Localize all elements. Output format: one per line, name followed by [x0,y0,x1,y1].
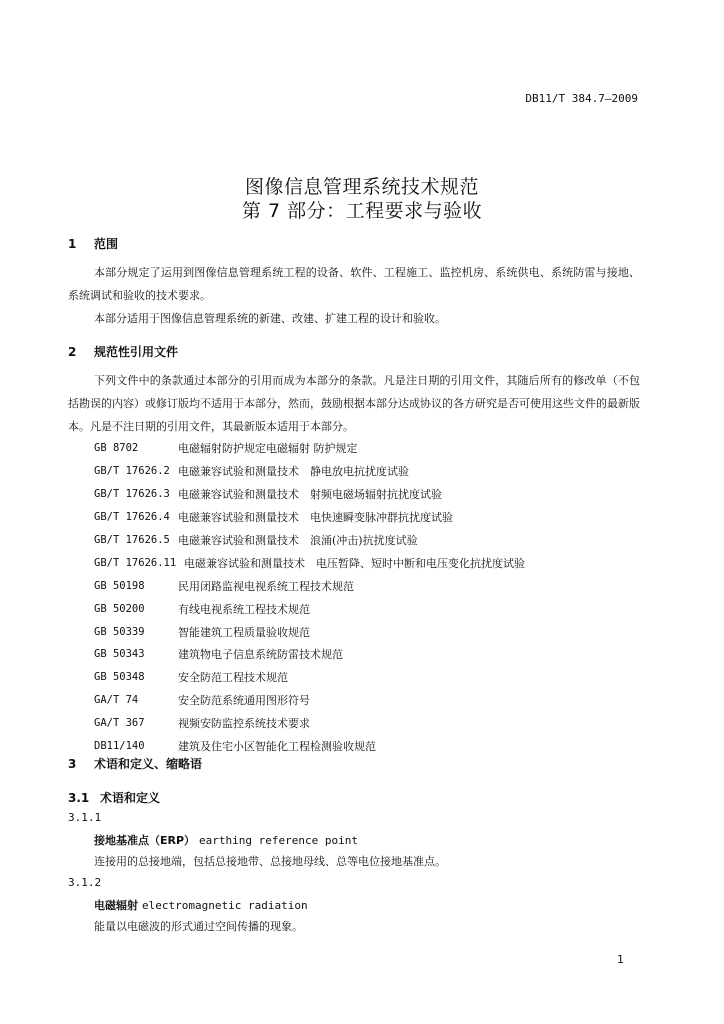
reference-code: GA/T 367 [94,717,145,730]
reference-item [94,529,654,552]
reference-item [94,666,654,689]
reference-code: GB 50200 [94,602,145,615]
section-1-heading [68,235,118,252]
section-3-heading [68,755,202,772]
page-number: 1 [617,953,624,966]
reference-title: 安全防范系统通用图形符号 [178,694,310,708]
reference-item [94,483,654,506]
reference-code: GB 50348 [94,671,145,684]
reference-title: 电磁辐射防护规定电磁辐射 防护规定 [178,442,358,456]
reference-title: 智能建筑工程质量验收规范 [178,625,310,639]
reference-item [94,689,654,712]
reference-item [94,643,654,666]
term-definition: 连接用的总接地端，包括总接地带、总接地母线、总等电位接地基准点。 [94,855,446,868]
reference-code: GB/T 17626.3 [94,488,170,501]
section-2-intro: 下列文件中的条款通过本部分的引用而成为本部分的条款。凡是注日期的引用文件，其随后所有的修改单（不包括勘误的内容）或修订版均不适用于本部分，然而，鼓励根据本部分达成协议的各方研究是否可使用这些文件的最新版本。凡是不注日期的引用文件，其最新版本适用于本部分。 [68,374,640,433]
reference-title: 安全防范工程技术规范 [178,671,288,685]
title-line-1: 图像信息管理系统技术规范 [244,176,479,198]
reference-code: GB/T 17626.11 [94,556,177,569]
document-title [0,175,724,223]
section-title: 规范性引用文件 [94,345,179,359]
reference-code: GB 50343 [94,648,145,661]
reference-item [94,506,654,529]
term-chinese: 接地基准点（ERP） [94,834,196,847]
reference-code: GB/T 17626.2 [94,465,170,478]
reference-item [94,551,654,574]
document-code: DB11/T 384.7—2009 [525,92,638,105]
reference-title: 电磁兼容试验和测量技术 射频电磁场辐射抗扰度试验 [178,488,442,502]
section-1-paragraph-1: 本部分规定了运用到图像信息管理系统工程的设备、软件、工程施工、监控机房、系统供电、系统防雷与接地、系统调试和验收的技术要求。 [68,266,640,302]
term-heading [94,897,308,913]
reference-code: GB 8702 [94,442,139,455]
section-1-paragraph-2: 本部分适用于图像信息管理系统的新建、改建、扩建工程的设计和验收。 [94,312,446,325]
term-heading [94,832,358,848]
reference-title: 电磁兼容试验和测量技术 静电放电抗扰度试验 [178,465,409,479]
reference-code: DB11/140 [94,740,145,753]
term-chinese: 电磁辐射 [94,899,138,912]
title-line-2: 第 7 部分：工程要求与验收 [241,200,483,222]
reference-title: 电磁兼容试验和测量技术 电压暂降、短时中断和电压变化抗扰度试验 [184,556,525,570]
reference-code: GB/T 17626.4 [94,511,170,524]
subsection-title: 术语和定义 [100,791,161,805]
reference-title: 建筑及住宅小区智能化工程检测验收规范 [178,740,376,754]
reference-item [94,437,654,460]
term-english: earthing reference point [199,834,358,847]
reference-item [94,620,654,643]
reference-title: 视频安防监控系统技术要求 [178,717,310,731]
reference-title: 民用闭路监视电视系统工程技术规范 [178,579,354,593]
section-2-heading [68,343,178,360]
reference-item [94,574,654,597]
section-number: 1 [68,237,77,251]
reference-list [94,437,654,757]
subsection-3-1-heading [68,789,160,806]
reference-item [94,597,654,620]
reference-title: 建筑物电子信息系统防雷技术规范 [178,648,343,662]
section-number: 2 [68,345,77,359]
section-title: 范围 [94,237,119,251]
reference-code: GB 50339 [94,625,145,638]
reference-title: 电磁兼容试验和测量技术 浪涌(冲击)抗扰度试验 [178,534,418,547]
reference-item [94,460,654,483]
reference-title: 有线电视系统工程技术规范 [178,602,310,616]
term-definition: 能量以电磁波的形式通过空间传播的现象。 [94,920,303,933]
reference-code: GA/T 74 [94,694,139,707]
subsection-number: 3.1 [68,791,90,805]
reference-item [94,712,654,735]
reference-title: 电磁兼容试验和测量技术 电快速瞬变脉冲群抗扰度试验 [178,511,453,525]
section-title: 术语和定义、缩略语 [94,757,203,771]
reference-code: GB 50198 [94,579,145,592]
term-number: 3.1.2 [68,876,102,889]
section-number: 3 [68,757,77,771]
reference-code: GB/T 17626.5 [94,534,170,546]
term-number: 3.1.1 [68,811,102,824]
term-english: electromagnetic radiation [142,899,308,912]
